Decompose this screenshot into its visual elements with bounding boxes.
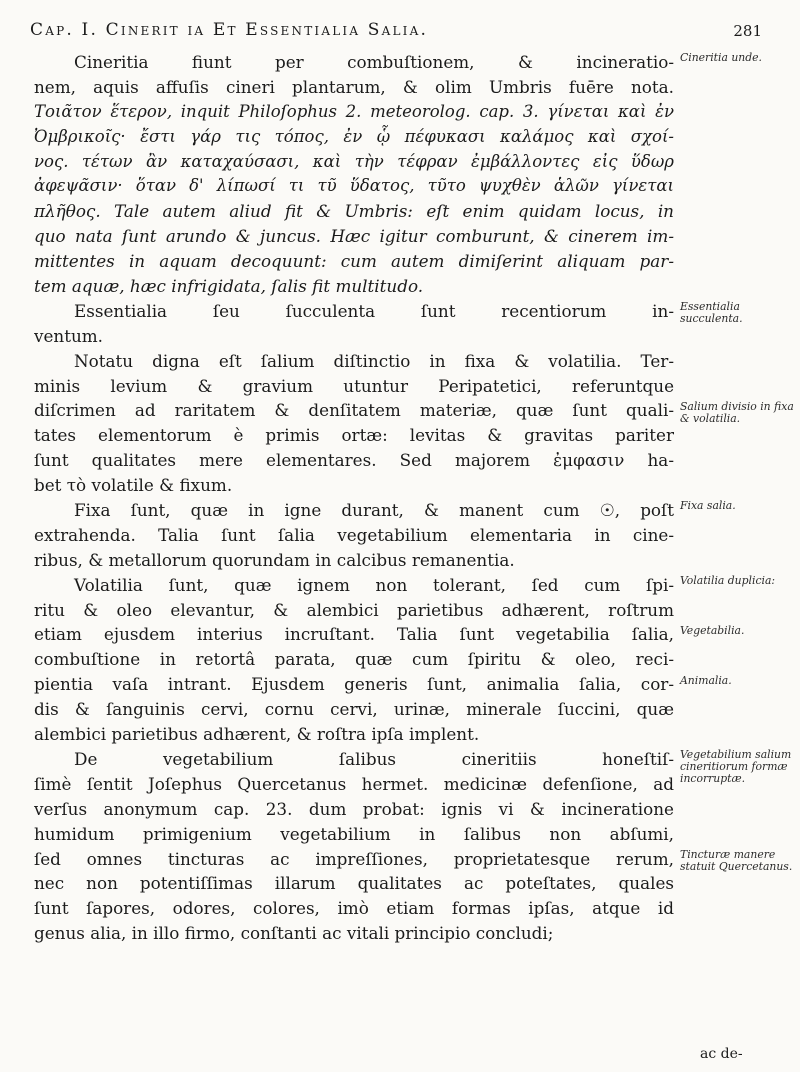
catchword: ac de- xyxy=(700,1046,743,1062)
text-line: pientia vaſa intrant. Ejusdem generis ſunt, animalia ſalia, cor- xyxy=(34,674,674,695)
margin-note: Animalia. xyxy=(680,673,732,687)
text-line: ſunt ſapores, odores, colores, imò etiam formas ipſas, atque id xyxy=(34,898,674,919)
page-number: 281 xyxy=(733,22,762,40)
text-line: extrahenda. Talia ſunt ſalia vegetabilium elementaria in cine- xyxy=(34,524,674,545)
running-head xyxy=(30,16,770,44)
text-line: tates elementorum è primis ortæ: levitas & gravitas pariter xyxy=(34,425,674,446)
text-line: humidum primigenium vegetabilium in ſalibus non abſumi, xyxy=(34,823,674,844)
text-line: dis & ſanguinis cervi, cornu cervi, urinæ, minerale ſuccini, quæ xyxy=(34,699,674,720)
margin-note: Salium divisio in fixa & volatilia. xyxy=(680,399,794,425)
text-line: ritu & oleo elevantur, & alembici parietibus adhærent, roſtrum xyxy=(34,599,674,620)
running-head-title: Cap. I. Cinerit ia Et Essentialia Salia. xyxy=(30,20,429,40)
text-line-greek: Ὀμβρικοῖς· ἔστι γάρ τις τόπος, ἐν ᾧ πέφυκασι καλάμος καὶ σχοί- xyxy=(34,126,674,146)
text-line-greek: νος. τέτων ἂν καταχαύσασι, καὶ τὴν τέφραν ἐμβάλλοντες εἰς ὕδωρ xyxy=(34,151,674,171)
text-line-latin-translation: πλῆθος. Tale autem aliud fit & Umbris: eſt enim quidam locus, in xyxy=(34,201,674,222)
text-line: diſcrimen ad raritatem & denſitatem materiæ, quæ ſunt quali- xyxy=(34,400,674,421)
text-line: ſimè ſentit Joſephus Quercetanus hermet. medicinæ defenſione, ad xyxy=(34,773,674,794)
text-line: Cineritia fiunt per combuſtionem, & incineratio- xyxy=(74,52,674,72)
margin-note: Vegetabilia. xyxy=(680,623,745,637)
text-line-greek: ἀφεψᾶσιν· ὅταν δ' λίπωσί τι τῦ ὕδατος, τῦτο ψυχθὲν ἁλῶν γίνεται xyxy=(34,176,674,196)
text-line: alembici parietibus adhærent, & roſtra ipſa implent. xyxy=(34,724,480,745)
text-line: Volatilia ſunt, quæ ignem non tolerant, ſed cum ſpi- xyxy=(74,574,674,595)
text-line: nec non potentiſſimas illarum qualitates ac poteſtates, quales xyxy=(34,873,674,894)
text-line: ſunt qualitates mere elementares. Sed majorem ἐμφασιν ha- xyxy=(34,450,674,471)
text-line: ventum. xyxy=(34,325,104,346)
margin-note: Volatilia duplicia: xyxy=(680,573,776,587)
text-line: Notatu digna eſt ſalium diſtinctio in fixa & volatilia. Ter- xyxy=(74,350,674,371)
text-line: minis levium & gravium utuntur Peripatetici, referuntque xyxy=(34,375,674,396)
text-line: nem, aquis affuſis cineri plantarum, & olim Umbris fuēre nota. xyxy=(34,76,674,97)
text-line: ſed omnes tincturas ac impreſſiones, proprietatesque rerum, xyxy=(34,848,674,869)
margin-note: Fixa salia. xyxy=(680,499,736,513)
text-line: combuſtione in retortâ parata, quæ cum ſpiritu & oleo, reci- xyxy=(34,649,674,670)
text-line-latin-translation: tem aquæ, hæc infrigidata, ſalis fit multitudo. xyxy=(34,276,424,297)
margin-note: Essentialia succulenta. xyxy=(680,300,743,325)
margin-note: Cineritia unde. xyxy=(680,51,762,64)
text-line-latin-translation: quo nata ſunt arundo & juncus. Hæc igitur comburunt, & cinerem im- xyxy=(34,226,674,247)
text-line: etiam ejusdem interius incruſtant. Talia ſunt vegetabilia ſalia, xyxy=(34,624,674,645)
text-line: bet τὸ volatile & fixum. xyxy=(34,475,233,496)
margin-note: Tincturæ manere statuit Quercetanus. xyxy=(680,847,793,873)
text-line: ribus, & metallorum quorundam in calcibus remanentia. xyxy=(34,549,515,570)
text-line: Fixa ſunt, quæ in igne durant, & manent cum ☉, poſt xyxy=(74,500,674,521)
text-line: Essentialia ſeu ſucculenta ſunt recentiorum in- xyxy=(74,300,674,321)
text-line-greek: Τοιᾶτον ἕτερον, inquit Philoſophus 2. meteorolog. cap. 3. γίνεται καὶ ἐν xyxy=(34,101,674,121)
text-line-latin-translation: mittentes in aquam decoquunt: cum autem dimiſerint aliquam par- xyxy=(34,251,674,272)
body-text xyxy=(34,50,674,946)
text-line: verſus anonymum cap. 23. dum probat: ignis vi & incineratione xyxy=(34,798,674,819)
text-line: genus alia, in illo firmo, conſtanti ac vitali principio concludi; xyxy=(34,923,554,944)
text-line: De vegetabilium ſalibus cineritiis honeſtiſ- xyxy=(74,748,674,769)
margin-note: Vegetabilium salium cineritiorum formæ incorruptæ. xyxy=(680,748,792,786)
